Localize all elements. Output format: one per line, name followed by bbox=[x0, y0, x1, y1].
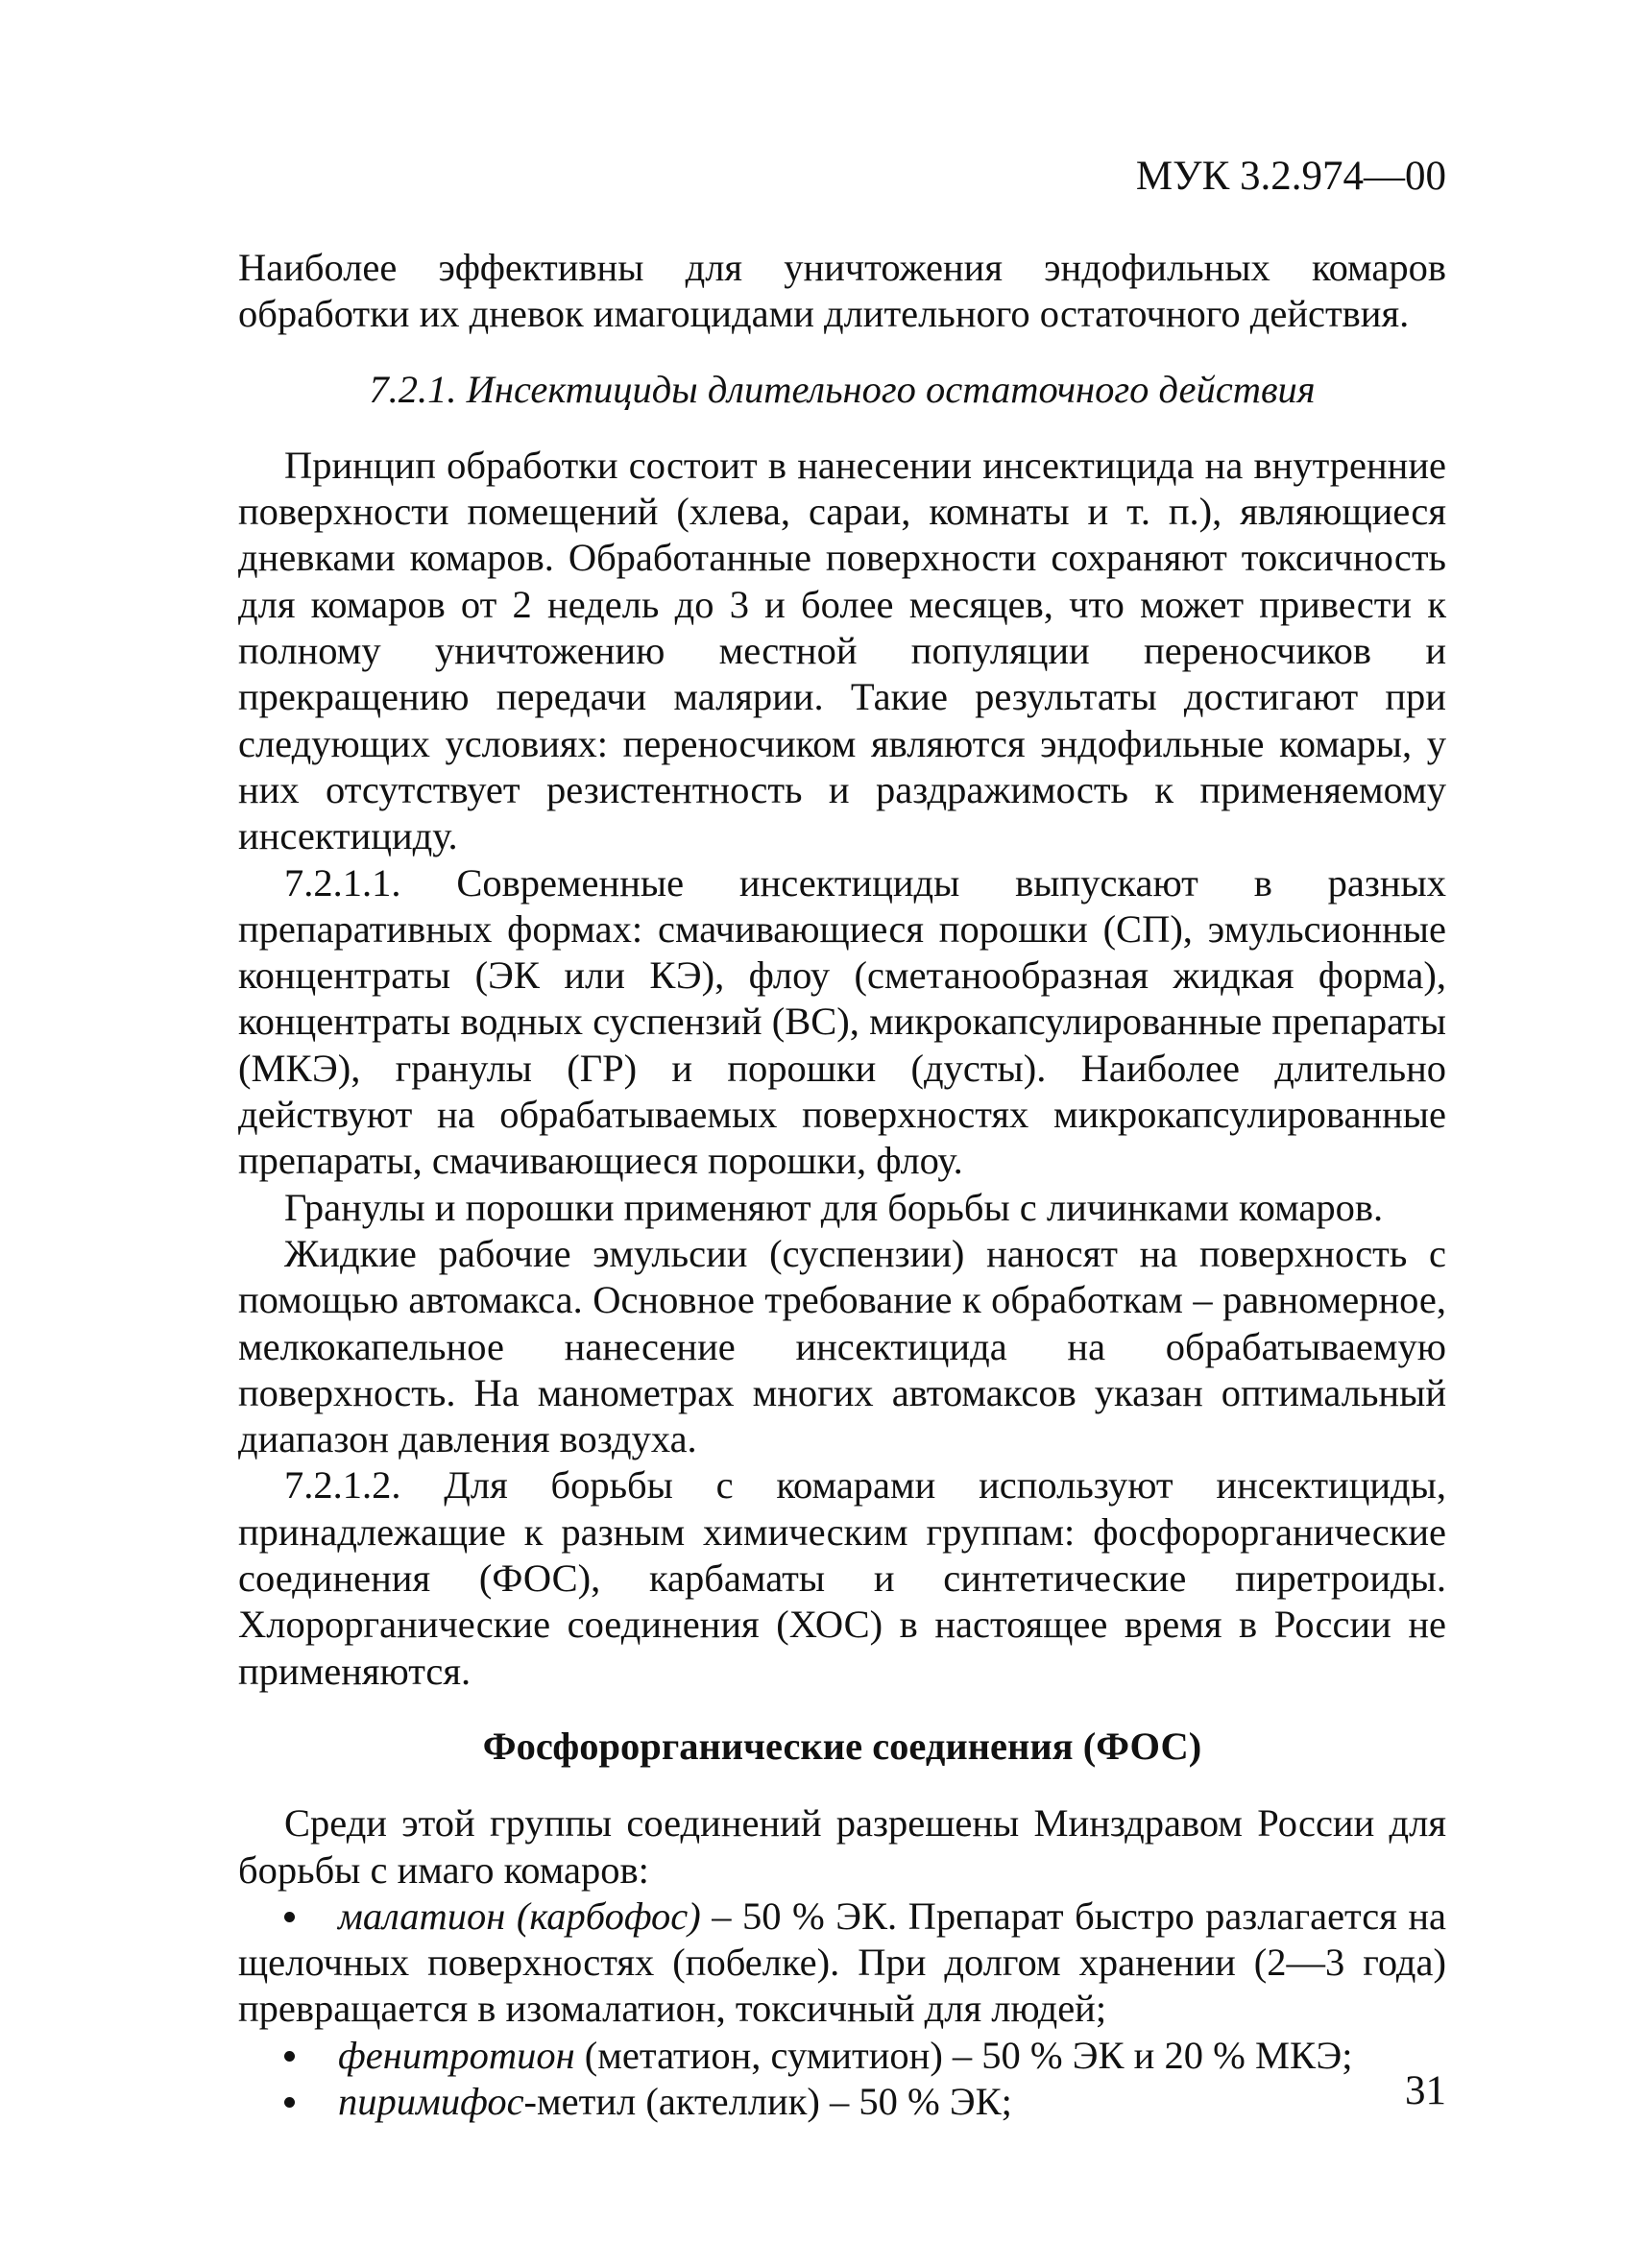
bullet-icon bbox=[284, 2079, 338, 2125]
list-item-italic: малатион (карбофос) bbox=[338, 1894, 701, 1938]
list-item-fenitrothion bbox=[238, 2033, 1446, 2079]
list-item-malathion bbox=[238, 1894, 1446, 2033]
list-item-text: -метил (актеллик) – 50 % ЭК; bbox=[523, 2079, 1012, 2123]
section-heading: Фосфорорганические соединения (ФОС) bbox=[482, 1724, 1202, 1768]
paragraph-2: Принцип обработки состоит в нанесении инсектицида на внутренние поверхности помещений (хлева, сараи, комнаты и т. п.), являющиеся дневками комаров. Обработанные поверхности сохраняют токсичность для комаров от 2 недель до 3 и более месяцев, что может привести к полному уничтожению местной популяции переносчиков и прекращению передачи малярии. Такие результаты достигают при следующих условиях: переносчиком являются эндофильные комары, у них отсутствует резистентность и раздражимость к применяемому инсектициду. bbox=[238, 443, 1446, 858]
document-code-header: МУК 3.2.974—00 bbox=[1135, 154, 1446, 199]
list-item-pirimiphos bbox=[238, 2079, 1446, 2125]
paragraph-1: Наиболее эффективны для уничтожения эндофильных комаров обработки их дневок имагоцидами длительного остаточного действия. bbox=[238, 246, 1446, 336]
paragraph-4: Гранулы и порошки применяют для борьбы с личинками комаров. bbox=[284, 1185, 1384, 1229]
paragraph-6: 7.2.1.2. Для борьбы с комарами используют инсектициды, принадлежащие к разным химическим группам: фосфорорганические соединения (ФОС), карбаматы и синтетические пиретроиды. Хлорорганические соединения (ХОС) в настоящее время в России не применяются. bbox=[238, 1463, 1446, 1693]
page-number: 31 bbox=[1405, 2068, 1446, 2113]
subsection-heading: 7.2.1. Инсектициды длительного остаточного действия bbox=[369, 367, 1316, 411]
list-item-text: – 50 % ЭК. Препарат быстро разлагается на щелочных поверхностях (побелке). При долгом хранении (2—3 года) превращается в изомалатион, токсичный для людей; bbox=[238, 1894, 1446, 2031]
paragraph-5: Жидкие рабочие эмульсии (суспензии) наносят на поверхность с помощью автомакса. Основное требование к обработкам – равномерное, мелкокапельное нанесение инсектицида на обрабатываемую поверхность. На манометрах многих автомаксов указан оптимальный диапазон давления воздуха. bbox=[238, 1231, 1446, 1461]
paragraph-7: Среди этой группы соединений разрешены Минздравом России для борьбы с имаго комаров: bbox=[238, 1801, 1446, 1892]
page-body bbox=[238, 245, 1446, 2125]
list-item-italic: фенитротион bbox=[338, 2033, 575, 2077]
bullet-icon bbox=[284, 1894, 338, 1940]
list-item-italic: пиримифос bbox=[338, 2079, 524, 2123]
bullet-icon bbox=[284, 2033, 338, 2079]
list-item-text: (метатион, сумитион) – 50 % ЭК и 20 % МКЭ; bbox=[574, 2033, 1353, 2077]
paragraph-3: 7.2.1.1. Современные инсектициды выпускают в разных препаративных формах: смачивающиеся порошки (СП), эмульсионные концентраты (ЭК или КЭ), флоу (сметанообразная жидкая форма), концентраты водных суспензий (ВС), микрокапсулированные препараты (МКЭ), гранулы (ГР) и порошки (дусты). Наиболее длительно действуют на обрабатываемых поверхностях микрокапсулированные препараты, смачивающиеся порошки, флоу. bbox=[238, 860, 1446, 1183]
